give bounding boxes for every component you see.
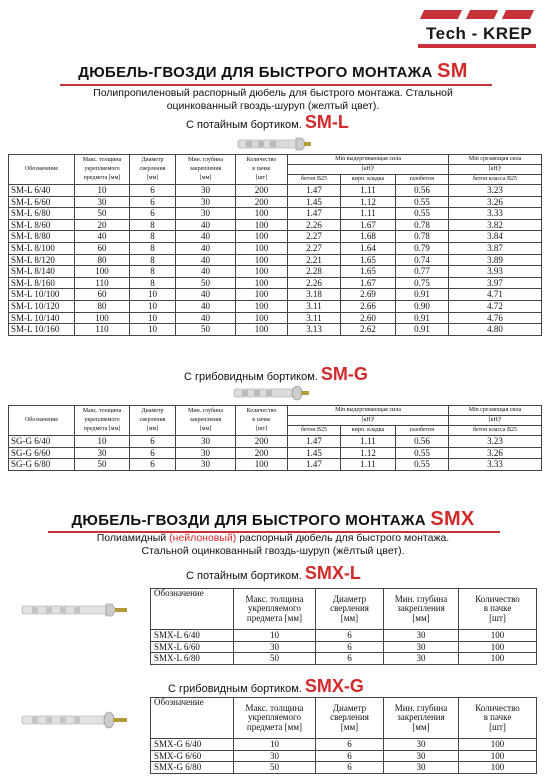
table-cell: 100 xyxy=(236,277,288,289)
col-shear-force: Min срезающая сила xyxy=(449,155,542,165)
sm-title-main: ДЮБЕЛЬ-ГВОЗДИ ДЛЯ БЫСТРОГО МОНТАЖА xyxy=(78,64,433,81)
table-row xyxy=(151,762,537,774)
table-cell: 100 xyxy=(236,312,288,324)
cell-designation: SM-L 8/80 xyxy=(9,231,75,243)
table-row xyxy=(9,300,542,312)
table-cell: 3.97 xyxy=(449,277,542,289)
table-cell: 1.47 xyxy=(288,185,341,197)
table-cell: 10 xyxy=(130,324,176,336)
table-cell: 0.79 xyxy=(396,242,449,254)
table-cell: 60 xyxy=(75,242,130,254)
table-cell: 80 xyxy=(75,300,130,312)
table-cell: 3.11 xyxy=(288,312,341,324)
table-cell: 50 xyxy=(234,653,316,665)
table-cell: 100 xyxy=(236,254,288,266)
table-cell: 30 xyxy=(234,641,316,653)
smx-l-subtitle xyxy=(186,563,361,584)
table-cell: 100 xyxy=(75,266,130,278)
table-cell: 10 xyxy=(130,312,176,324)
col-shear-force: Min срезающая сила xyxy=(449,406,542,416)
table-cell: 2.62 xyxy=(341,324,396,336)
col-diameter: Диаметр сверления [мм] xyxy=(316,589,384,630)
table-cell: 1.11 xyxy=(341,436,396,448)
table-cell: 0.56 xyxy=(396,436,449,448)
table-row xyxy=(9,324,542,336)
cell-designation: SM-L 10/100 xyxy=(9,289,75,301)
table-cell: 1.11 xyxy=(341,459,396,471)
pull-unit: [кН]¹ xyxy=(288,416,449,426)
table-cell: 100 xyxy=(459,641,537,653)
table-cell: 2.28 xyxy=(288,266,341,278)
smx-description xyxy=(0,532,546,558)
col-max-thickness: Макс. толщина укрепляемого предмета [мм] xyxy=(75,406,130,436)
col-concrete: бетон B25 xyxy=(288,426,341,436)
table-cell: 10 xyxy=(130,300,176,312)
table-cell: 10 xyxy=(130,289,176,301)
cell-designation: SM-L 8/60 xyxy=(9,219,75,231)
logo-stripes xyxy=(418,8,536,22)
table-cell: 30 xyxy=(234,750,316,762)
table-cell: 2.66 xyxy=(341,300,396,312)
table-cell: 30 xyxy=(384,653,459,665)
cell-designation: SM-L 6/80 xyxy=(9,208,75,220)
table-cell: 1.47 xyxy=(288,459,341,471)
col-qty: Количество в пачке [шт] xyxy=(236,155,288,185)
table-cell: 6 xyxy=(316,653,384,665)
cell-designation: SMX-L 6/60 xyxy=(151,641,234,653)
table-cell: 100 xyxy=(236,231,288,243)
table-row xyxy=(9,436,542,448)
col-pull-force: Min выдергивающая сила xyxy=(288,406,449,416)
sm-description xyxy=(0,87,546,113)
cell-designation: SM-L 6/40 xyxy=(9,185,75,197)
cell-designation: SM-L 8/160 xyxy=(9,277,75,289)
sm-title-rule xyxy=(60,84,492,86)
table-cell: 0.91 xyxy=(396,312,449,324)
smx-desc-pre: Полиамидный xyxy=(96,532,170,544)
col-diameter: Диаметр сверления [мм] xyxy=(130,406,176,436)
table-cell: 80 xyxy=(75,254,130,266)
table-cell: 1.68 xyxy=(341,231,396,243)
table-cell: 50 xyxy=(75,459,130,471)
col-brick: кирп. кладка xyxy=(341,175,396,185)
table-row xyxy=(151,750,537,762)
table-cell: 2.27 xyxy=(288,231,341,243)
table-cell: 100 xyxy=(459,739,537,751)
table-cell: 2.26 xyxy=(288,277,341,289)
table-cell: 0.55 xyxy=(396,447,449,459)
cell-designation: SMX-L 6/40 xyxy=(151,630,234,642)
table-cell: 0.55 xyxy=(396,459,449,471)
smx-l-subtitle-code: SMX-L xyxy=(304,563,361,583)
table-cell: 200 xyxy=(236,196,288,208)
table-cell: 2.21 xyxy=(288,254,341,266)
table-cell: 60 xyxy=(75,289,130,301)
col-min-depth: Мин. глубина закрепления [мм] xyxy=(176,155,236,185)
dowel-sm-g-image xyxy=(232,385,312,401)
table-cell: 40 xyxy=(176,242,236,254)
col-shear-concrete: бетон класса B25 xyxy=(449,426,542,436)
table-cell: 30 xyxy=(384,630,459,642)
cell-designation: SMX-G 6/80 xyxy=(151,762,234,774)
table-cell: 30 xyxy=(384,641,459,653)
smx-l-table-body xyxy=(151,630,537,665)
table-cell: 4.71 xyxy=(449,289,542,301)
table-row xyxy=(151,630,537,642)
col-min-depth: Мин. глубина закрепления [мм] xyxy=(384,698,459,739)
cell-designation: SG-G 6/40 xyxy=(9,436,75,448)
table-cell: 100 xyxy=(236,266,288,278)
table-cell: 30 xyxy=(384,750,459,762)
table-cell: 8 xyxy=(130,254,176,266)
col-concrete: бетон B25 xyxy=(288,175,341,185)
table-cell: 6 xyxy=(130,185,176,197)
sm-l-subtitle xyxy=(186,112,349,133)
table-cell: 0.77 xyxy=(396,266,449,278)
sm-l-table xyxy=(8,154,542,336)
smx-title-main: ДЮБЕЛЬ-ГВОЗДИ ДЛЯ БЫСТРОГО МОНТАЖА xyxy=(71,512,426,529)
table-cell: 0.91 xyxy=(396,324,449,336)
table-cell: 6 xyxy=(130,196,176,208)
cell-designation: SM-L 10/140 xyxy=(9,312,75,324)
table-cell: 110 xyxy=(75,324,130,336)
table-cell: 2.27 xyxy=(288,242,341,254)
table-cell: 30 xyxy=(176,447,236,459)
table-cell: 1.11 xyxy=(341,208,396,220)
table-cell: 10 xyxy=(75,436,130,448)
sm-title xyxy=(0,60,546,83)
table-cell: 100 xyxy=(236,459,288,471)
table-row xyxy=(151,641,537,653)
table-cell: 6 xyxy=(130,447,176,459)
table-cell: 8 xyxy=(130,266,176,278)
table-row xyxy=(9,208,542,220)
table-row xyxy=(9,312,542,324)
table-cell: 10 xyxy=(234,739,316,751)
smx-title-code: SMX xyxy=(430,508,475,530)
table-cell: 40 xyxy=(176,312,236,324)
col-min-depth: Мин. глубина закрепления [мм] xyxy=(384,589,459,630)
table-cell: 30 xyxy=(176,436,236,448)
table-row xyxy=(9,231,542,243)
smx-g-subtitle-code: SMX-G xyxy=(304,676,364,696)
table-cell: 3.26 xyxy=(449,196,542,208)
smx-g-table xyxy=(150,697,537,774)
pull-unit: [кН]¹ xyxy=(288,165,449,175)
table-cell: 40 xyxy=(176,219,236,231)
table-cell: 50 xyxy=(234,762,316,774)
table-cell: 50 xyxy=(75,208,130,220)
smx-desc-red: (нейлоновый) xyxy=(169,532,237,544)
cell-designation: SM-L 8/100 xyxy=(9,242,75,254)
table-cell: 30 xyxy=(384,739,459,751)
sm-g-subtitle xyxy=(184,364,368,385)
col-pull-force: Min выдергивающая сила xyxy=(288,155,449,165)
col-max-thickness: Макс. толщина укрепляемого предмета [мм] xyxy=(75,155,130,185)
shear-unit: [кН]¹ xyxy=(449,416,542,426)
table-row xyxy=(9,266,542,278)
col-qty: Количество в пачке [шт] xyxy=(236,406,288,436)
table-row xyxy=(9,196,542,208)
col-qty: Количество в пачке [шт] xyxy=(459,589,537,630)
table-cell: 3.33 xyxy=(449,208,542,220)
table-cell: 3.84 xyxy=(449,231,542,243)
table-cell: 3.23 xyxy=(449,436,542,448)
table-cell: 40 xyxy=(176,266,236,278)
smx-l-table xyxy=(150,588,537,665)
table-cell: 100 xyxy=(236,324,288,336)
table-cell: 8 xyxy=(130,231,176,243)
sm-l-table-body xyxy=(9,185,542,336)
table-cell: 3.11 xyxy=(288,300,341,312)
sm-g-subtitle-code: SM-G xyxy=(320,364,368,384)
table-cell: 8 xyxy=(130,242,176,254)
table-cell: 3.93 xyxy=(449,266,542,278)
cell-designation: SG-G 6/60 xyxy=(9,447,75,459)
cell-designation: SMX-G 6/40 xyxy=(151,739,234,751)
cell-designation: SMX-L 6/80 xyxy=(151,653,234,665)
table-cell: 1.12 xyxy=(341,447,396,459)
table-cell: 100 xyxy=(236,208,288,220)
table-cell: 40 xyxy=(176,231,236,243)
table-cell: 1.45 xyxy=(288,447,341,459)
table-cell: 6 xyxy=(316,641,384,653)
table-cell: 6 xyxy=(316,762,384,774)
table-cell: 1.67 xyxy=(341,219,396,231)
table-cell: 10 xyxy=(75,185,130,197)
table-cell: 6 xyxy=(130,436,176,448)
table-cell: 3.87 xyxy=(449,242,542,254)
table-cell: 100 xyxy=(236,300,288,312)
table-cell: 0.55 xyxy=(396,196,449,208)
table-cell: 4.76 xyxy=(449,312,542,324)
table-cell: 50 xyxy=(176,324,236,336)
table-cell: 110 xyxy=(75,277,130,289)
table-cell: 30 xyxy=(176,185,236,197)
cell-designation: SM-L 6/60 xyxy=(9,196,75,208)
table-cell: 6 xyxy=(316,750,384,762)
col-min-depth: Мин. глубина закрепления [мм] xyxy=(176,406,236,436)
table-cell: 0.78 xyxy=(396,231,449,243)
table-cell: 100 xyxy=(236,219,288,231)
table-row xyxy=(9,254,542,266)
table-cell: 30 xyxy=(176,208,236,220)
table-cell: 200 xyxy=(236,185,288,197)
table-row xyxy=(9,277,542,289)
col-designation: Обозначение xyxy=(9,155,75,185)
logo-wordmark: Tech - KREP xyxy=(426,24,533,43)
col-diameter: Диаметр сверления [мм] xyxy=(130,155,176,185)
smx-title xyxy=(0,508,546,531)
table-cell: 40 xyxy=(75,231,130,243)
table-cell: 2.26 xyxy=(288,219,341,231)
table-cell: 3.23 xyxy=(449,185,542,197)
table-cell: 6 xyxy=(130,459,176,471)
table-cell: 10 xyxy=(234,630,316,642)
cell-designation: SMX-G 6/60 xyxy=(151,750,234,762)
table-cell: 1.47 xyxy=(288,436,341,448)
col-max-thickness: Макс. толщина укрепляемого предмета [мм] xyxy=(234,698,316,739)
table-cell: 100 xyxy=(236,242,288,254)
cell-designation: SM-L 10/120 xyxy=(9,300,75,312)
table-cell: 0.74 xyxy=(396,254,449,266)
dowel-sm-l-image xyxy=(236,136,312,152)
sm-g-table xyxy=(8,405,542,471)
table-cell: 6 xyxy=(316,630,384,642)
col-qty: Количество в пачке [шт] xyxy=(459,698,537,739)
table-cell: 40 xyxy=(176,289,236,301)
table-cell: 100 xyxy=(459,653,537,665)
table-cell: 100 xyxy=(459,762,537,774)
table-cell: 200 xyxy=(236,447,288,459)
col-max-thickness: Макс. толщина укрепляемого предмета [мм] xyxy=(234,589,316,630)
table-cell: 4.80 xyxy=(449,324,542,336)
table-cell: 30 xyxy=(176,459,236,471)
table-cell: 0.55 xyxy=(396,208,449,220)
sm-desc-line2: оцинкованный гвоздь-шуруп (желтый цвет). xyxy=(166,100,380,112)
col-designation: Обозначение xyxy=(151,698,234,739)
table-cell: 1.64 xyxy=(341,242,396,254)
table-cell: 1.47 xyxy=(288,208,341,220)
cell-designation: SM-L 8/140 xyxy=(9,266,75,278)
table-cell: 200 xyxy=(236,436,288,448)
table-cell: 1.65 xyxy=(341,266,396,278)
table-cell: 3.13 xyxy=(288,324,341,336)
cell-designation: SM-L 10/160 xyxy=(9,324,75,336)
sm-l-subtitle-code: SM-L xyxy=(304,112,349,132)
table-cell: 0.56 xyxy=(396,185,449,197)
table-cell: 100 xyxy=(459,630,537,642)
col-brick: кирп. кладка xyxy=(341,426,396,436)
smx-desc-post: распорный дюбель для быстрого монтажа. xyxy=(236,532,450,544)
sm-l-subtitle-text: С потайным бортиком. xyxy=(186,119,302,131)
table-cell: 100 xyxy=(459,750,537,762)
table-cell: 3.26 xyxy=(449,447,542,459)
table-cell: 3.18 xyxy=(288,289,341,301)
sm-g-subtitle-text: С грибовидным бортиком. xyxy=(184,371,318,383)
shear-unit: [кН]¹ xyxy=(449,165,542,175)
col-designation: Обозначение xyxy=(151,589,234,630)
table-row xyxy=(151,653,537,665)
table-row xyxy=(9,447,542,459)
table-cell: 30 xyxy=(176,196,236,208)
col-gas-concrete: газобетон xyxy=(396,426,449,436)
table-cell: 0.78 xyxy=(396,219,449,231)
table-cell: 40 xyxy=(176,254,236,266)
table-cell: 1.45 xyxy=(288,196,341,208)
smx-desc-line2: Стальной оцинкованный гвоздь-шуруп (жёлтый цвет). xyxy=(141,545,405,557)
table-cell: 1.65 xyxy=(341,254,396,266)
table-cell: 1.12 xyxy=(341,196,396,208)
table-cell: 1.11 xyxy=(341,185,396,197)
col-shear-concrete: бетон класса B25 xyxy=(449,175,542,185)
table-cell: 2.60 xyxy=(341,312,396,324)
table-row xyxy=(151,739,537,751)
smx-g-table-body xyxy=(151,739,537,774)
table-cell: 8 xyxy=(130,277,176,289)
table-cell: 3.89 xyxy=(449,254,542,266)
col-diameter: Диаметр сверления [мм] xyxy=(316,698,384,739)
dowel-smx-l-image xyxy=(20,602,130,618)
table-cell: 30 xyxy=(75,447,130,459)
smx-g-subtitle xyxy=(168,676,364,697)
sm-desc-line1: Полипропиленовый распорный дюбель для быстрого монтажа. Стальной xyxy=(93,87,453,99)
table-cell: 1.67 xyxy=(341,277,396,289)
table-cell: 50 xyxy=(176,277,236,289)
table-cell: 3.82 xyxy=(449,219,542,231)
cell-designation: SG-G 6/80 xyxy=(9,459,75,471)
cell-designation: SM-L 8/120 xyxy=(9,254,75,266)
table-cell: 8 xyxy=(130,219,176,231)
table-cell: 30 xyxy=(75,196,130,208)
table-cell: 30 xyxy=(384,762,459,774)
table-cell: 100 xyxy=(75,312,130,324)
table-cell: 0.91 xyxy=(396,289,449,301)
table-cell: 3.33 xyxy=(449,459,542,471)
table-row xyxy=(9,242,542,254)
table-cell: 40 xyxy=(176,300,236,312)
table-cell: 2.69 xyxy=(341,289,396,301)
table-cell: 6 xyxy=(316,739,384,751)
dowel-smx-g-image xyxy=(20,711,130,729)
table-cell: 4.72 xyxy=(449,300,542,312)
table-row xyxy=(9,289,542,301)
table-row xyxy=(9,185,542,197)
smx-g-subtitle-text: С грибовидным бортиком. xyxy=(168,683,302,695)
col-gas-concrete: газобетон xyxy=(396,175,449,185)
table-cell: 0.75 xyxy=(396,277,449,289)
table-cell: 6 xyxy=(130,208,176,220)
col-designation: Обозначение xyxy=(9,406,75,436)
table-row xyxy=(9,459,542,471)
sm-g-table-body xyxy=(9,436,542,471)
sm-title-code: SM xyxy=(437,60,468,82)
table-cell: 20 xyxy=(75,219,130,231)
brand-logo xyxy=(418,8,536,48)
smx-l-subtitle-text: С потайным бортиком. xyxy=(186,570,302,582)
table-cell: 100 xyxy=(236,289,288,301)
table-cell: 0.90 xyxy=(396,300,449,312)
table-row xyxy=(9,219,542,231)
